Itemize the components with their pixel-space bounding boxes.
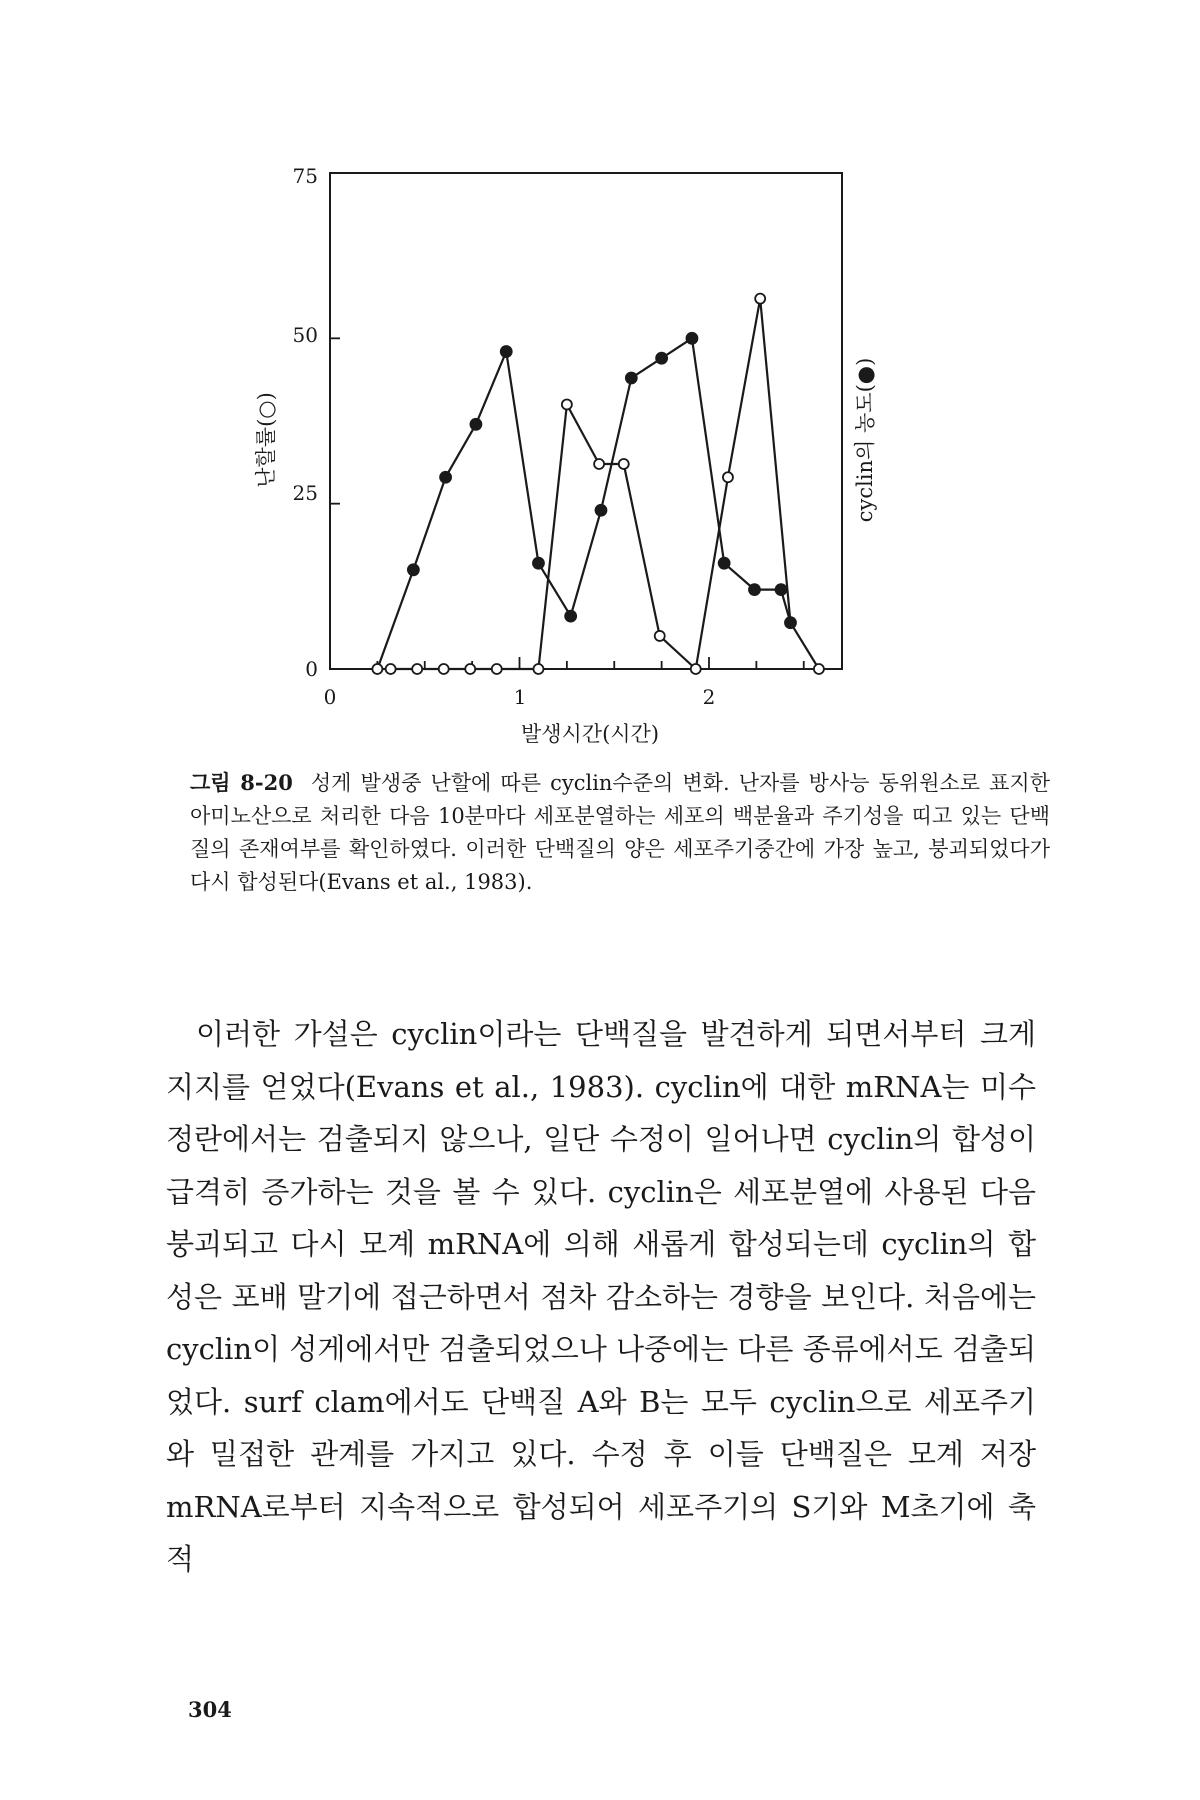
x-tick-label-0: 0 — [323, 685, 337, 709]
cyclin-point-8 — [626, 373, 637, 384]
series-line-cyclin — [377, 338, 790, 669]
cleavage-point-15 — [814, 664, 824, 674]
cyclin-point-4 — [501, 346, 512, 357]
cleavage-point-10 — [655, 631, 665, 641]
cyclin-point-7 — [595, 505, 606, 516]
figure-caption — [190, 766, 1050, 899]
cleavage-point-3 — [439, 664, 449, 674]
cleavage-point-2 — [412, 664, 422, 674]
cyclin-point-1 — [408, 564, 419, 575]
cyclin-point-6 — [565, 611, 576, 622]
y-tick-label-50: 50 — [292, 323, 318, 347]
body-paragraph: 이러한 가설은 cyclin이라는 단백질을 발견하게 되면서부터 크게 지지를 얻었다(Evans et al., 1983). cyclin에 대한 mRNA는 미수정란에서는 검출되지 않으나, 일단 수정이 일어나면 cyclin의 합성이 급격히 증가하는 것을 볼 수 있다. cyclin은 세포분열에 사용된 다음 붕괴되고 다시 모계 mRNA에 의해 새롭게 합성되는데 cyclin의 합성은 포배 말기에 접근하면서 점차 감소하는 경향을 보인다. 처음에는 cyclin이 성게에서만 검출되었으나 나중에는 다른 종류에서도 검출되었다. surf clam에서도 단백질 A와 B는 모두 cyclin으로 세포주기와 밀접한 관계를 가지고 있다. 수정 후 이들 단백질은 모계 저장 mRNA로부터 지속적으로 합성되어 세포주기의 S기와 M초기에 축적 — [166, 1017, 1036, 1576]
cleavage-point-7 — [562, 399, 572, 409]
cyclin-point-2 — [440, 472, 451, 483]
y-tick-label-25: 25 — [292, 481, 318, 505]
cleavage-point-12 — [723, 472, 733, 482]
cleavage-point-13 — [755, 294, 765, 304]
cleavage-point-6 — [533, 664, 543, 674]
x-axis-title: 발생시간(시간) — [520, 722, 660, 746]
cleavage-point-1 — [386, 664, 396, 674]
cleavage-point-4 — [465, 664, 475, 674]
cyclin-cleavage-chart — [0, 0, 1200, 760]
cyclin-point-9 — [656, 353, 667, 364]
page-number: 304 — [188, 1697, 232, 1722]
x-tick-label-1: 1 — [513, 685, 527, 709]
y-axis-title-left: 난할률(○) — [254, 392, 278, 488]
caption-text: 성게 발생중 난할에 따른 cyclin수준의 변화. 난자를 방사능 동위원소로 표지한 아미노산으로 처리한 다음 10분마다 세포분열하는 세포의 백분율과 주기성을 띠고 있는 단백질의 존재여부를 확인하였다. 이러한 단백질의 양은 세포주기중간에 가장 높고, 붕괴되었다가 다시 합성된다(Evans et al., 1983). — [190, 771, 1051, 894]
plot-frame — [330, 173, 842, 669]
cyclin-point-3 — [470, 419, 481, 430]
cleavage-point-8 — [594, 459, 604, 469]
cleavage-point-0 — [372, 664, 382, 674]
cyclin-point-12 — [749, 584, 760, 595]
y-tick-label-0: 0 — [305, 657, 318, 681]
cyclin-point-11 — [719, 558, 730, 569]
cyclin-point-5 — [533, 558, 544, 569]
axis-ticks — [330, 173, 804, 669]
cyclin-point-14 — [785, 617, 796, 628]
body-text — [166, 1008, 1036, 1586]
y-axis-title-right: cyclin의 농도(●) — [853, 357, 877, 523]
cleavage-point-11 — [691, 664, 701, 674]
caption-number: 그림 8-20 — [190, 770, 293, 795]
series-lines — [377, 299, 819, 669]
y-tick-label-75: 75 — [292, 164, 318, 188]
cleavage-point-9 — [619, 459, 629, 469]
series-markers — [372, 294, 824, 674]
cyclin-point-13 — [776, 584, 787, 595]
x-tick-label-2: 2 — [702, 685, 716, 709]
cyclin-point-10 — [686, 333, 697, 344]
cleavage-point-5 — [492, 664, 502, 674]
